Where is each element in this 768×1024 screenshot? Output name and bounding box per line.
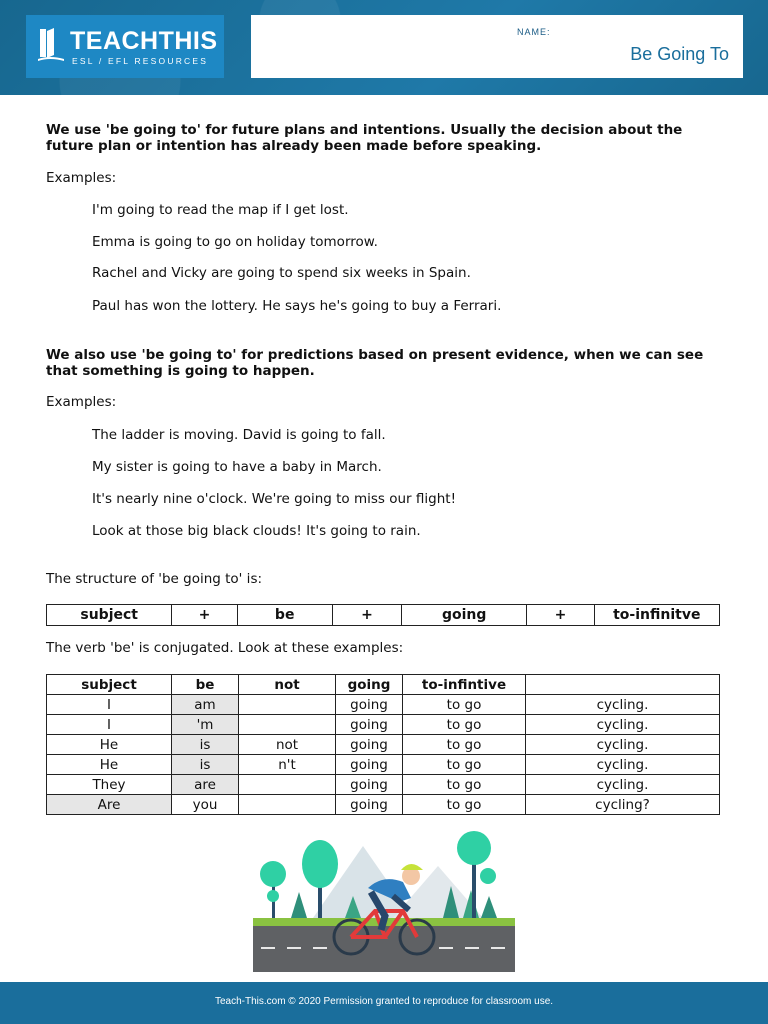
table-cell: to go — [403, 735, 526, 755]
header-banner — [0, 0, 768, 95]
structure-cell: to-infinitve — [594, 605, 719, 626]
table-cell: am — [172, 695, 239, 715]
structure-cell: + — [527, 605, 594, 626]
table-cell: to go — [403, 695, 526, 715]
table-cell: He — [47, 735, 172, 755]
structure-cell: going — [402, 605, 527, 626]
example-item: Paul has won the lottery. He says he's going to buy a Ferrari. — [92, 298, 502, 314]
table-cell: n't — [239, 755, 336, 775]
table-cell: Are — [47, 795, 172, 815]
page-title: Be Going To — [630, 44, 729, 64]
structure-cell: be — [237, 605, 332, 626]
title-box — [251, 15, 743, 78]
table-cell: going — [336, 795, 403, 815]
column-header: to-infintive — [403, 675, 526, 695]
table-row — [47, 775, 720, 795]
table-cell — [239, 695, 336, 715]
table-cell: going — [336, 775, 403, 795]
example-item: The ladder is moving. David is going to fall. — [92, 427, 386, 443]
structure-table — [46, 604, 720, 626]
column-header: be — [172, 675, 239, 695]
example-item: It's nearly nine o'clock. We're going to miss our flight! — [92, 491, 456, 507]
logo-tagline: ESL / EFL RESOURCES — [72, 56, 209, 66]
table-cell — [239, 795, 336, 815]
table-cell: I — [47, 715, 172, 735]
example-item: My sister is going to have a baby in March. — [92, 459, 382, 475]
cyclist-illustration — [253, 826, 515, 972]
structure-cell: subject — [47, 605, 172, 626]
table-cell: cycling. — [526, 695, 720, 715]
section1-examples-label: Examples: — [46, 170, 117, 186]
table-cell — [239, 715, 336, 735]
logo — [26, 15, 224, 78]
table-header-row — [47, 675, 720, 695]
example-item: I'm going to read the map if I get lost. — [92, 202, 349, 218]
logo-wordmark: TEACHTHIS — [70, 27, 218, 55]
footer-copyright: Teach-This.com © 2020 Permission granted to reproduce for classroom use. — [214, 996, 554, 1007]
table-cell: cycling? — [526, 795, 720, 815]
table-cell: to go — [403, 715, 526, 735]
table-cell: going — [336, 715, 403, 735]
example-item: Look at those big black clouds! It's going to rain. — [92, 523, 421, 539]
table-row — [47, 795, 720, 815]
table-cell: going — [336, 755, 403, 775]
column-header: not — [239, 675, 336, 695]
table-cell: cycling. — [526, 715, 720, 735]
name-label: NAME: — [517, 27, 551, 37]
column-header: subject — [47, 675, 172, 695]
book-icon — [36, 25, 66, 63]
column-header: going — [336, 675, 403, 695]
example-item: Rachel and Vicky are going to spend six weeks in Spain. — [92, 265, 471, 281]
table-cell: going — [336, 735, 403, 755]
table-cell: is — [172, 735, 239, 755]
table-row — [47, 695, 720, 715]
table-cell: you — [172, 795, 239, 815]
table-cell: 'm — [172, 715, 239, 735]
example-item: Emma is going to go on holiday tomorrow. — [92, 234, 378, 250]
section1-intro: We use 'be going to' for future plans and intentions. Usually the decision about the future plan or intention has already been made before speaking. — [46, 122, 683, 154]
table-row — [47, 735, 720, 755]
footer-banner — [0, 982, 768, 1024]
table-cell: not — [239, 735, 336, 755]
table-cell: He — [47, 755, 172, 775]
table-row — [47, 755, 720, 775]
section2-intro: We also use 'be going to' for predictions based on present evidence, when we can see that something is going to happen. — [46, 347, 704, 379]
structure-cell: + — [332, 605, 401, 626]
table-row — [47, 715, 720, 735]
table-cell: going — [336, 695, 403, 715]
structure-cell: + — [172, 605, 237, 626]
table-cell: cycling. — [526, 735, 720, 755]
table-cell: to go — [403, 795, 526, 815]
column-header — [526, 675, 720, 695]
conjugation-table — [46, 674, 720, 815]
table-cell: to go — [403, 755, 526, 775]
table-cell: cycling. — [526, 775, 720, 795]
table-cell: to go — [403, 775, 526, 795]
structure-intro: The structure of 'be going to' is: — [46, 571, 263, 587]
conjugation-intro: The verb 'be' is conjugated. Look at these examples: — [46, 640, 404, 656]
table-cell: cycling. — [526, 755, 720, 775]
table-cell — [239, 775, 336, 795]
table-cell: I — [47, 695, 172, 715]
section2-examples-label: Examples: — [46, 394, 117, 410]
table-cell: They — [47, 775, 172, 795]
table-cell: are — [172, 775, 239, 795]
table-cell: is — [172, 755, 239, 775]
